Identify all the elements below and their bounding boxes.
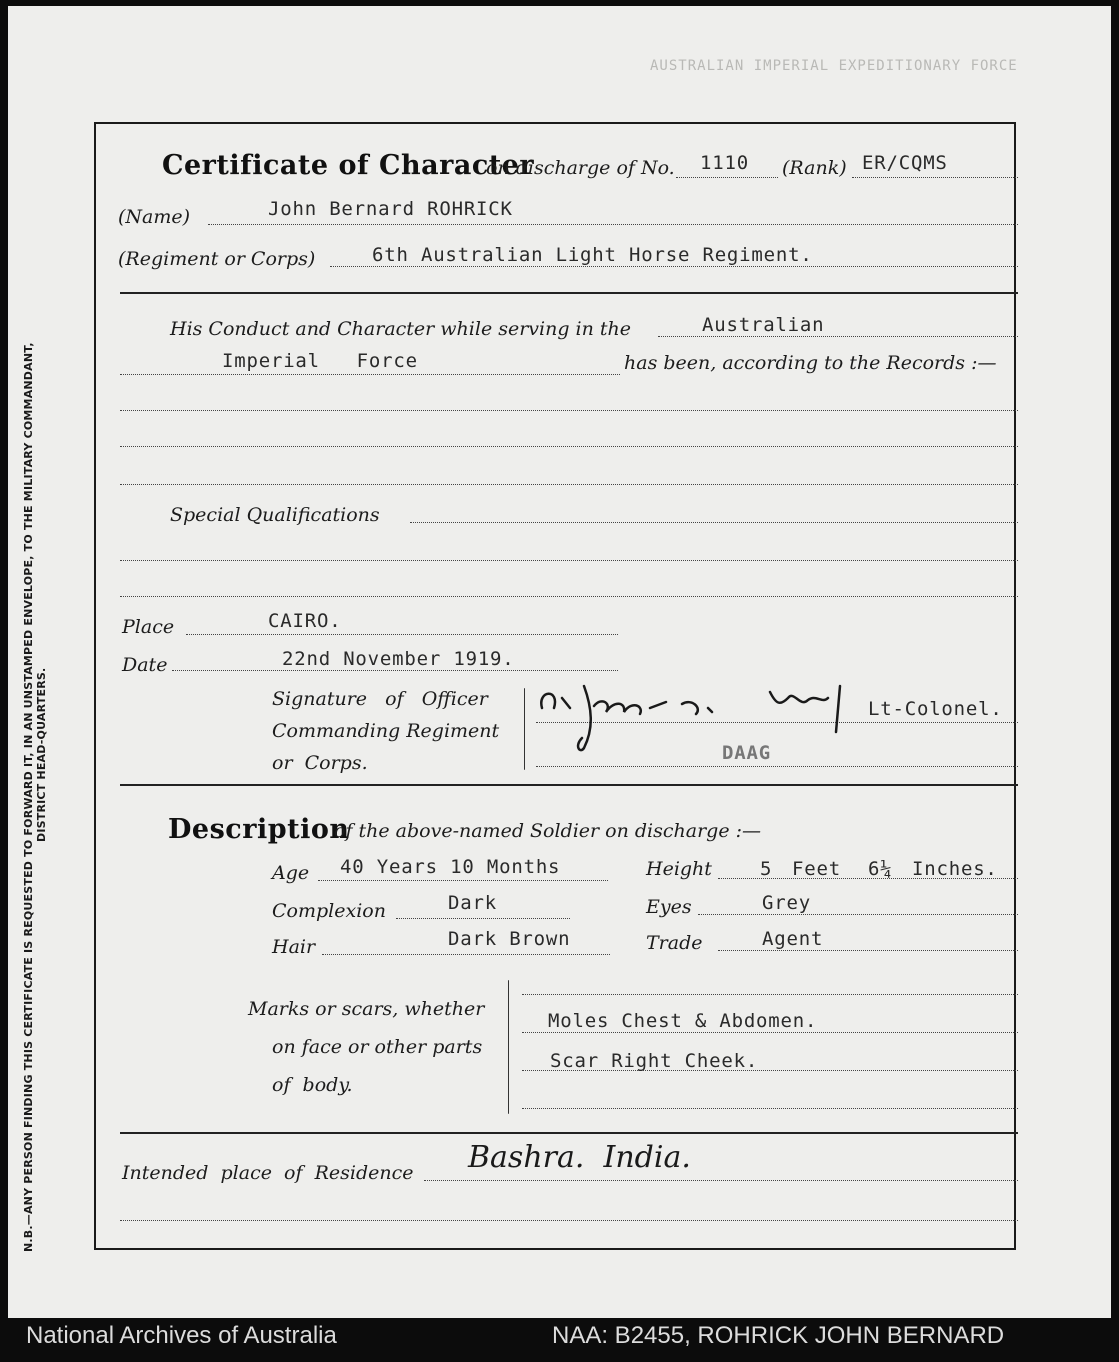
signature-label-line3: or Corps. [272, 752, 368, 774]
residence-value: Bashra. India. [468, 1140, 691, 1175]
marks-value-line2: Scar Right Cheek. [550, 1050, 759, 1072]
height-inches-value: 6¼ [868, 858, 893, 880]
trade-value: Agent [762, 928, 824, 950]
conduct-force-line2: Imperial Force [222, 350, 418, 372]
date-value: 22nd November 1919. [282, 648, 515, 670]
marks-label-line3: of body. [272, 1074, 353, 1096]
marks-brace [508, 980, 509, 1114]
rank-label: (Rank) [782, 157, 847, 179]
hair-label: Hair [272, 936, 316, 958]
certificate-title: Certificate of Character [162, 150, 535, 181]
regiment-label: (Regiment or Corps) [118, 248, 316, 270]
height-feet-value: 5 [760, 858, 773, 880]
marks-label-line1: Marks or scars, whether [248, 998, 485, 1020]
complexion-label: Complexion [272, 900, 386, 922]
sidebar-note-line1: N.B.—ANY PERSON FINDING THIS CERTIFICATE IS REQUESTED TO FORWARD IT, IN AN UNSTAMPED ENVELOPE, TO THE MILITARY COMMANDANT, [22, 342, 35, 1252]
name-label: (Name) [118, 206, 191, 228]
description-subtitle: of the above-named Soldier on discharge :— [334, 820, 761, 842]
eyes-label: Eyes [646, 896, 692, 918]
archive-reference: NAA: B2455, ROHRICK JOHN BERNARD [552, 1322, 1005, 1349]
daag-stamp: DAAG [722, 742, 771, 764]
description-title: Description [168, 814, 350, 845]
sidebar-note-line2: DISTRICT HEAD-QUARTERS. [35, 667, 48, 842]
hair-value: Dark Brown [448, 928, 571, 950]
eyes-value: Grey [762, 892, 811, 914]
signature-rank: Lt-Colonel. [868, 698, 1003, 720]
age-value: 40 Years 10 Months [340, 856, 561, 878]
on-discharge-label: on discharge of No. [486, 157, 675, 179]
age-label: Age [272, 862, 310, 884]
conduct-force-line1: Australian [702, 314, 825, 336]
regiment-value: 6th Australian Light Horse Regiment. [372, 244, 813, 266]
date-label: Date [122, 654, 168, 676]
residence-label: Intended place of Residence [122, 1162, 414, 1184]
place-value: CAIRO. [268, 610, 342, 632]
marks-label-line2: on face or other parts [272, 1036, 483, 1058]
height-inches-label: Inches. [912, 858, 998, 880]
service-number: 1110 [700, 152, 749, 174]
place-label: Place [122, 616, 175, 638]
bleed-through-text: AUSTRALIAN IMPERIAL EXPEDITIONARY FORCE [650, 58, 1018, 74]
conduct-label: His Conduct and Character while serving in the [170, 318, 632, 340]
height-label: Height [646, 858, 712, 880]
trade-label: Trade [646, 932, 703, 954]
qualifications-label: Special Qualifications [170, 504, 380, 526]
officer-signature [532, 668, 862, 758]
signature-label-line2: Commanding Regiment [272, 720, 500, 742]
archive-name: National Archives of Australia [26, 1322, 337, 1349]
section-divider [120, 292, 1018, 294]
soldier-name: John Bernard ROHRICK [268, 198, 513, 220]
signature-label-line1: Signature of Officer [272, 688, 488, 710]
complexion-value: Dark [448, 892, 497, 914]
section-divider [120, 784, 1018, 786]
has-been-label: has been, according to the Records :— [624, 352, 997, 374]
signature-brace [524, 688, 525, 770]
section-divider [120, 1132, 1018, 1134]
marks-value-line1: Moles Chest & Abdomen. [548, 1010, 818, 1032]
rank-value: ER/CQMS [862, 152, 948, 174]
height-feet-label: Feet [792, 858, 841, 880]
sidebar-note [22, 162, 48, 1252]
